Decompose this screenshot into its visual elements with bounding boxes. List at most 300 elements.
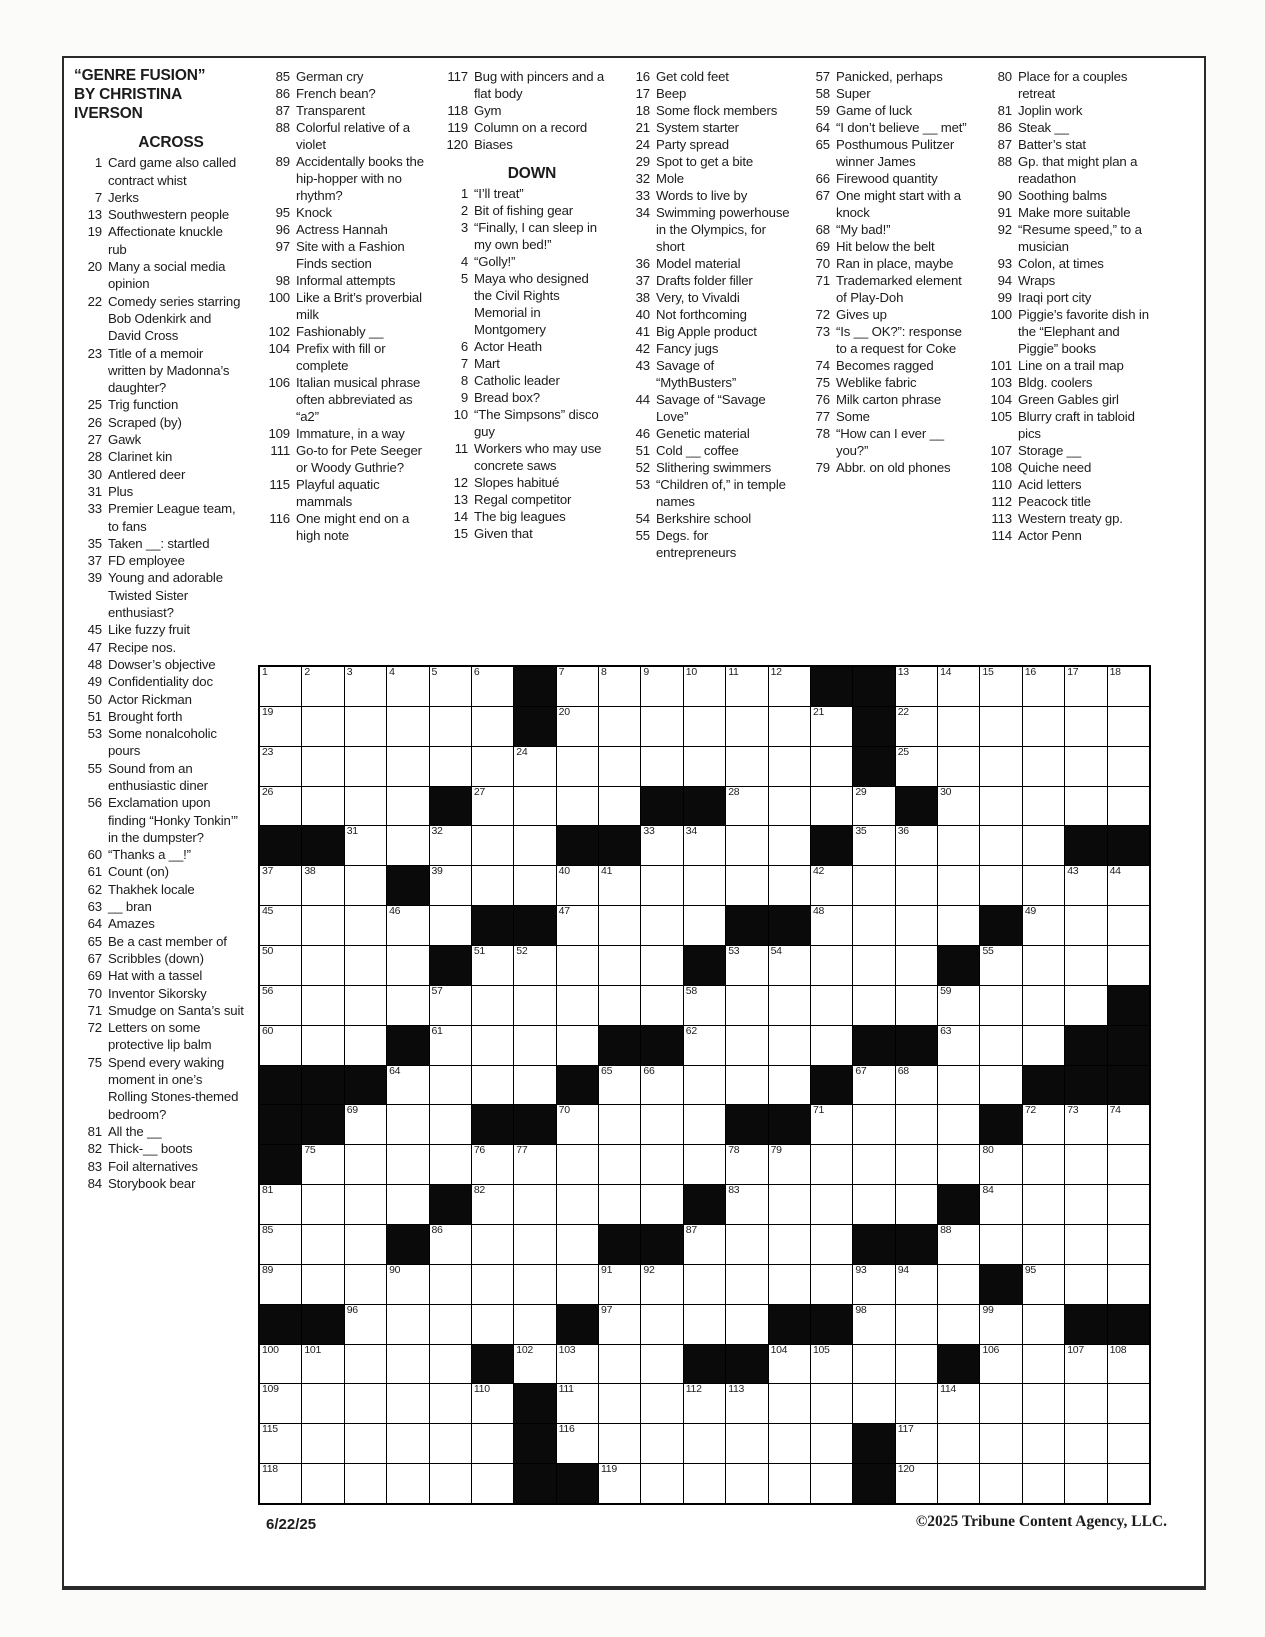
grid-cell[interactable] [938,667,979,706]
grid-cell[interactable] [684,826,725,865]
grid-cell[interactable] [938,1384,979,1423]
grid-cell[interactable] [896,667,937,706]
grid-cell[interactable] [260,787,301,826]
grid-cell[interactable] [641,1424,682,1463]
grid-cell[interactable] [684,1225,725,1264]
grid-cell[interactable] [302,1225,343,1264]
grid-cell[interactable] [1023,1424,1064,1463]
grid-cell[interactable] [896,1145,937,1184]
grid-cell[interactable] [557,1384,598,1423]
grid-cell[interactable] [260,1464,301,1503]
grid-cell[interactable] [938,1225,979,1264]
grid-cell[interactable] [345,1424,386,1463]
grid-cell[interactable] [599,1265,640,1304]
grid-cell[interactable] [938,747,979,786]
grid-cell[interactable] [853,1305,894,1344]
grid-cell[interactable] [430,667,471,706]
grid-cell[interactable] [557,747,598,786]
grid-cell[interactable] [260,1225,301,1264]
grid-cell[interactable] [430,1424,471,1463]
grid-cell[interactable] [769,1265,810,1304]
grid-cell[interactable] [387,1345,428,1384]
grid-cell[interactable] [472,826,513,865]
grid-cell[interactable] [726,866,767,905]
grid-cell[interactable] [599,866,640,905]
grid-cell[interactable] [896,826,937,865]
grid-cell[interactable] [980,1185,1021,1224]
grid-cell[interactable] [345,747,386,786]
grid-cell[interactable] [599,1305,640,1344]
grid-cell[interactable] [472,707,513,746]
grid-cell[interactable] [599,1424,640,1463]
grid-cell[interactable] [430,1105,471,1144]
grid-cell[interactable] [726,1225,767,1264]
grid-cell[interactable] [684,747,725,786]
grid-cell[interactable] [980,1305,1021,1344]
grid-cell[interactable] [387,1066,428,1105]
grid-cell[interactable] [1108,1424,1149,1463]
grid-cell[interactable] [387,787,428,826]
grid-cell[interactable] [557,1424,598,1463]
grid-cell[interactable] [811,707,852,746]
grid-cell[interactable] [1065,787,1106,826]
grid-cell[interactable] [684,986,725,1025]
grid-cell[interactable] [345,1105,386,1144]
grid-cell[interactable] [1023,707,1064,746]
grid-cell[interactable] [980,1345,1021,1384]
grid-cell[interactable] [726,1464,767,1503]
grid-cell[interactable] [769,1384,810,1423]
grid-cell[interactable] [387,1384,428,1423]
grid-cell[interactable] [599,707,640,746]
grid-cell[interactable] [896,906,937,945]
grid-cell[interactable] [430,1305,471,1344]
grid-cell[interactable] [641,1345,682,1384]
grid-cell[interactable] [557,946,598,985]
grid-cell[interactable] [726,946,767,985]
grid-cell[interactable] [1065,667,1106,706]
grid-cell[interactable] [345,1265,386,1304]
grid-cell[interactable] [557,1105,598,1144]
grid-cell[interactable] [811,787,852,826]
grid-cell[interactable] [514,1145,555,1184]
grid-cell[interactable] [1065,1345,1106,1384]
grid-cell[interactable] [896,1345,937,1384]
grid-cell[interactable] [769,667,810,706]
grid-cell[interactable] [769,1185,810,1224]
grid-cell[interactable] [387,1265,428,1304]
grid-cell[interactable] [811,1105,852,1144]
grid-cell[interactable] [811,866,852,905]
grid-cell[interactable] [472,1026,513,1065]
grid-cell[interactable] [641,667,682,706]
grid-cell[interactable] [599,1105,640,1144]
grid-cell[interactable] [1108,1345,1149,1384]
grid-cell[interactable] [980,707,1021,746]
grid-cell[interactable] [684,866,725,905]
grid-cell[interactable] [260,667,301,706]
grid-cell[interactable] [726,1026,767,1065]
grid-cell[interactable] [514,1225,555,1264]
grid-cell[interactable] [684,1105,725,1144]
grid-cell[interactable] [1108,866,1149,905]
grid-cell[interactable] [1108,1185,1149,1224]
grid-cell[interactable] [684,1026,725,1065]
grid-cell[interactable] [853,1185,894,1224]
grid-cell[interactable] [345,826,386,865]
grid-cell[interactable] [1108,1225,1149,1264]
grid-cell[interactable] [1108,667,1149,706]
grid-cell[interactable] [1065,1225,1106,1264]
grid-cell[interactable] [430,1345,471,1384]
grid-cell[interactable] [1023,1464,1064,1503]
grid-cell[interactable] [430,1464,471,1503]
grid-cell[interactable] [938,826,979,865]
grid-cell[interactable] [853,986,894,1025]
grid-cell[interactable] [599,906,640,945]
grid-cell[interactable] [811,1265,852,1304]
grid-cell[interactable] [896,747,937,786]
grid-cell[interactable] [1108,747,1149,786]
grid-cell[interactable] [472,1424,513,1463]
grid-cell[interactable] [769,1225,810,1264]
grid-cell[interactable] [557,1225,598,1264]
grid-cell[interactable] [726,667,767,706]
grid-cell[interactable] [938,866,979,905]
grid-cell[interactable] [938,1424,979,1463]
grid-cell[interactable] [811,1145,852,1184]
grid-cell[interactable] [980,787,1021,826]
grid-cell[interactable] [811,1384,852,1423]
grid-cell[interactable] [302,1384,343,1423]
grid-cell[interactable] [557,866,598,905]
grid-cell[interactable] [387,946,428,985]
grid-cell[interactable] [641,1145,682,1184]
grid-cell[interactable] [980,1424,1021,1463]
grid-cell[interactable] [345,667,386,706]
grid-cell[interactable] [1065,1464,1106,1503]
grid-cell[interactable] [514,1066,555,1105]
grid-cell[interactable] [684,1464,725,1503]
grid-cell[interactable] [345,707,386,746]
grid-cell[interactable] [302,747,343,786]
grid-cell[interactable] [938,1066,979,1105]
grid-cell[interactable] [557,1026,598,1065]
grid-cell[interactable] [811,1185,852,1224]
grid-cell[interactable] [769,787,810,826]
grid-cell[interactable] [387,1105,428,1144]
grid-cell[interactable] [302,866,343,905]
grid-cell[interactable] [260,946,301,985]
grid-cell[interactable] [514,1265,555,1304]
grid-cell[interactable] [302,906,343,945]
grid-cell[interactable] [302,1265,343,1304]
grid-cell[interactable] [1023,1185,1064,1224]
grid-cell[interactable] [1023,1265,1064,1304]
grid-cell[interactable] [599,1066,640,1105]
grid-cell[interactable] [599,1345,640,1384]
grid-cell[interactable] [980,986,1021,1025]
grid-cell[interactable] [472,1066,513,1105]
grid-cell[interactable] [472,1384,513,1423]
grid-cell[interactable] [472,946,513,985]
grid-cell[interactable] [769,1345,810,1384]
grid-cell[interactable] [896,1105,937,1144]
grid-cell[interactable] [980,667,1021,706]
grid-cell[interactable] [599,1384,640,1423]
grid-cell[interactable] [302,1026,343,1065]
grid-cell[interactable] [853,1384,894,1423]
grid-cell[interactable] [1023,1225,1064,1264]
grid-cell[interactable] [472,1305,513,1344]
grid-cell[interactable] [1023,1345,1064,1384]
grid-cell[interactable] [387,707,428,746]
grid-cell[interactable] [1108,787,1149,826]
grid-cell[interactable] [726,1185,767,1224]
grid-cell[interactable] [769,1145,810,1184]
grid-cell[interactable] [599,747,640,786]
grid-cell[interactable] [599,946,640,985]
grid-cell[interactable] [430,1145,471,1184]
grid-cell[interactable] [853,1345,894,1384]
grid-cell[interactable] [938,1145,979,1184]
grid-cell[interactable] [853,826,894,865]
grid-cell[interactable] [1023,1384,1064,1423]
grid-cell[interactable] [811,1424,852,1463]
grid-cell[interactable] [1108,1384,1149,1423]
grid-cell[interactable] [641,986,682,1025]
grid-cell[interactable] [430,1384,471,1423]
grid-cell[interactable] [684,1145,725,1184]
grid-cell[interactable] [1108,707,1149,746]
grid-cell[interactable] [684,1384,725,1423]
grid-cell[interactable] [1065,1424,1106,1463]
grid-cell[interactable] [1023,1026,1064,1065]
grid-cell[interactable] [726,787,767,826]
grid-cell[interactable] [345,1345,386,1384]
grid-cell[interactable] [726,1265,767,1304]
grid-cell[interactable] [1108,946,1149,985]
grid-cell[interactable] [769,707,810,746]
grid-cell[interactable] [853,1105,894,1144]
grid-cell[interactable] [1065,946,1106,985]
grid-cell[interactable] [726,707,767,746]
grid-cell[interactable] [345,1305,386,1344]
grid-cell[interactable] [1023,1105,1064,1144]
grid-cell[interactable] [641,747,682,786]
grid-cell[interactable] [430,1265,471,1304]
grid-cell[interactable] [980,1145,1021,1184]
grid-cell[interactable] [896,1464,937,1503]
grid-cell[interactable] [387,826,428,865]
grid-cell[interactable] [853,906,894,945]
grid-cell[interactable] [811,1464,852,1503]
grid-cell[interactable] [514,866,555,905]
grid-cell[interactable] [641,1464,682,1503]
grid-cell[interactable] [938,1105,979,1144]
grid-cell[interactable] [684,1424,725,1463]
grid-cell[interactable] [726,1145,767,1184]
grid-cell[interactable] [853,946,894,985]
grid-cell[interactable] [514,946,555,985]
grid-cell[interactable] [260,866,301,905]
grid-cell[interactable] [980,1026,1021,1065]
grid-cell[interactable] [811,1026,852,1065]
grid-cell[interactable] [769,946,810,985]
grid-cell[interactable] [1023,747,1064,786]
grid-cell[interactable] [684,1265,725,1304]
grid-cell[interactable] [1023,826,1064,865]
grid-cell[interactable] [980,1384,1021,1423]
grid-cell[interactable] [430,986,471,1025]
grid-cell[interactable] [1108,1145,1149,1184]
grid-cell[interactable] [599,986,640,1025]
grid-cell[interactable] [557,986,598,1025]
grid-cell[interactable] [641,1384,682,1423]
grid-cell[interactable] [896,707,937,746]
grid-cell[interactable] [387,986,428,1025]
grid-cell[interactable] [557,906,598,945]
grid-cell[interactable] [1108,1464,1149,1503]
grid-cell[interactable] [1065,866,1106,905]
grid-cell[interactable] [514,1185,555,1224]
grid-cell[interactable] [472,1145,513,1184]
grid-cell[interactable] [769,1026,810,1065]
grid-cell[interactable] [302,667,343,706]
grid-cell[interactable] [302,1185,343,1224]
grid-cell[interactable] [896,1185,937,1224]
grid-cell[interactable] [641,866,682,905]
grid-cell[interactable] [557,1185,598,1224]
grid-cell[interactable] [1065,707,1106,746]
grid-cell[interactable] [1065,1384,1106,1423]
grid-cell[interactable] [769,826,810,865]
grid-cell[interactable] [726,1424,767,1463]
grid-cell[interactable] [938,1464,979,1503]
grid-cell[interactable] [726,826,767,865]
grid-cell[interactable] [430,1026,471,1065]
grid-cell[interactable] [853,787,894,826]
grid-cell[interactable] [472,787,513,826]
grid-cell[interactable] [938,1026,979,1065]
grid-cell[interactable] [557,707,598,746]
grid-cell[interactable] [769,866,810,905]
grid-cell[interactable] [430,1225,471,1264]
grid-cell[interactable] [302,707,343,746]
grid-cell[interactable] [980,1464,1021,1503]
grid-cell[interactable] [1065,1185,1106,1224]
grid-cell[interactable] [345,866,386,905]
grid-cell[interactable] [345,946,386,985]
grid-cell[interactable] [980,747,1021,786]
grid-cell[interactable] [811,1345,852,1384]
grid-cell[interactable] [557,667,598,706]
grid-cell[interactable] [345,986,386,1025]
grid-cell[interactable] [302,1345,343,1384]
grid-cell[interactable] [641,826,682,865]
grid-cell[interactable] [387,1464,428,1503]
grid-cell[interactable] [980,1225,1021,1264]
grid-cell[interactable] [641,1265,682,1304]
grid-cell[interactable] [514,986,555,1025]
grid-cell[interactable] [345,1464,386,1503]
grid-cell[interactable] [430,826,471,865]
grid-cell[interactable] [1065,906,1106,945]
grid-cell[interactable] [1023,946,1064,985]
grid-cell[interactable] [260,1345,301,1384]
grid-cell[interactable] [641,1185,682,1224]
crossword-grid[interactable] [258,665,1151,1505]
grid-cell[interactable] [1065,1145,1106,1184]
grid-cell[interactable] [896,1384,937,1423]
grid-cell[interactable] [430,866,471,905]
grid-cell[interactable] [938,787,979,826]
grid-cell[interactable] [557,1265,598,1304]
grid-cell[interactable] [557,1145,598,1184]
grid-cell[interactable] [302,787,343,826]
grid-cell[interactable] [1023,1305,1064,1344]
grid-cell[interactable] [769,986,810,1025]
grid-cell[interactable] [472,747,513,786]
grid-cell[interactable] [430,707,471,746]
grid-cell[interactable] [260,906,301,945]
grid-cell[interactable] [938,1265,979,1304]
grid-cell[interactable] [684,707,725,746]
grid-cell[interactable] [980,946,1021,985]
grid-cell[interactable] [557,1345,598,1384]
grid-cell[interactable] [811,747,852,786]
grid-cell[interactable] [980,866,1021,905]
grid-cell[interactable] [1065,1265,1106,1304]
grid-cell[interactable] [260,1265,301,1304]
grid-cell[interactable] [938,707,979,746]
grid-cell[interactable] [345,1384,386,1423]
grid-cell[interactable] [599,787,640,826]
grid-cell[interactable] [726,986,767,1025]
grid-cell[interactable] [726,1384,767,1423]
grid-cell[interactable] [684,1305,725,1344]
grid-cell[interactable] [1065,986,1106,1025]
grid-cell[interactable] [896,986,937,1025]
grid-cell[interactable] [557,787,598,826]
grid-cell[interactable] [345,1145,386,1184]
grid-cell[interactable] [430,906,471,945]
grid-cell[interactable] [896,1265,937,1304]
grid-cell[interactable] [811,906,852,945]
grid-cell[interactable] [514,747,555,786]
grid-cell[interactable] [1108,1265,1149,1304]
grid-cell[interactable] [769,747,810,786]
grid-cell[interactable] [260,1026,301,1065]
grid-cell[interactable] [260,1424,301,1463]
grid-cell[interactable] [387,906,428,945]
grid-cell[interactable] [1023,866,1064,905]
grid-cell[interactable] [938,986,979,1025]
grid-cell[interactable] [514,1026,555,1065]
grid-cell[interactable] [684,906,725,945]
grid-cell[interactable] [345,787,386,826]
grid-cell[interactable] [896,1424,937,1463]
grid-cell[interactable] [769,1424,810,1463]
grid-cell[interactable] [430,1066,471,1105]
grid-cell[interactable] [769,1464,810,1503]
grid-cell[interactable] [302,1145,343,1184]
grid-cell[interactable] [260,747,301,786]
grid-cell[interactable] [260,1185,301,1224]
grid-cell[interactable] [980,826,1021,865]
grid-cell[interactable] [1023,906,1064,945]
grid-cell[interactable] [853,1066,894,1105]
